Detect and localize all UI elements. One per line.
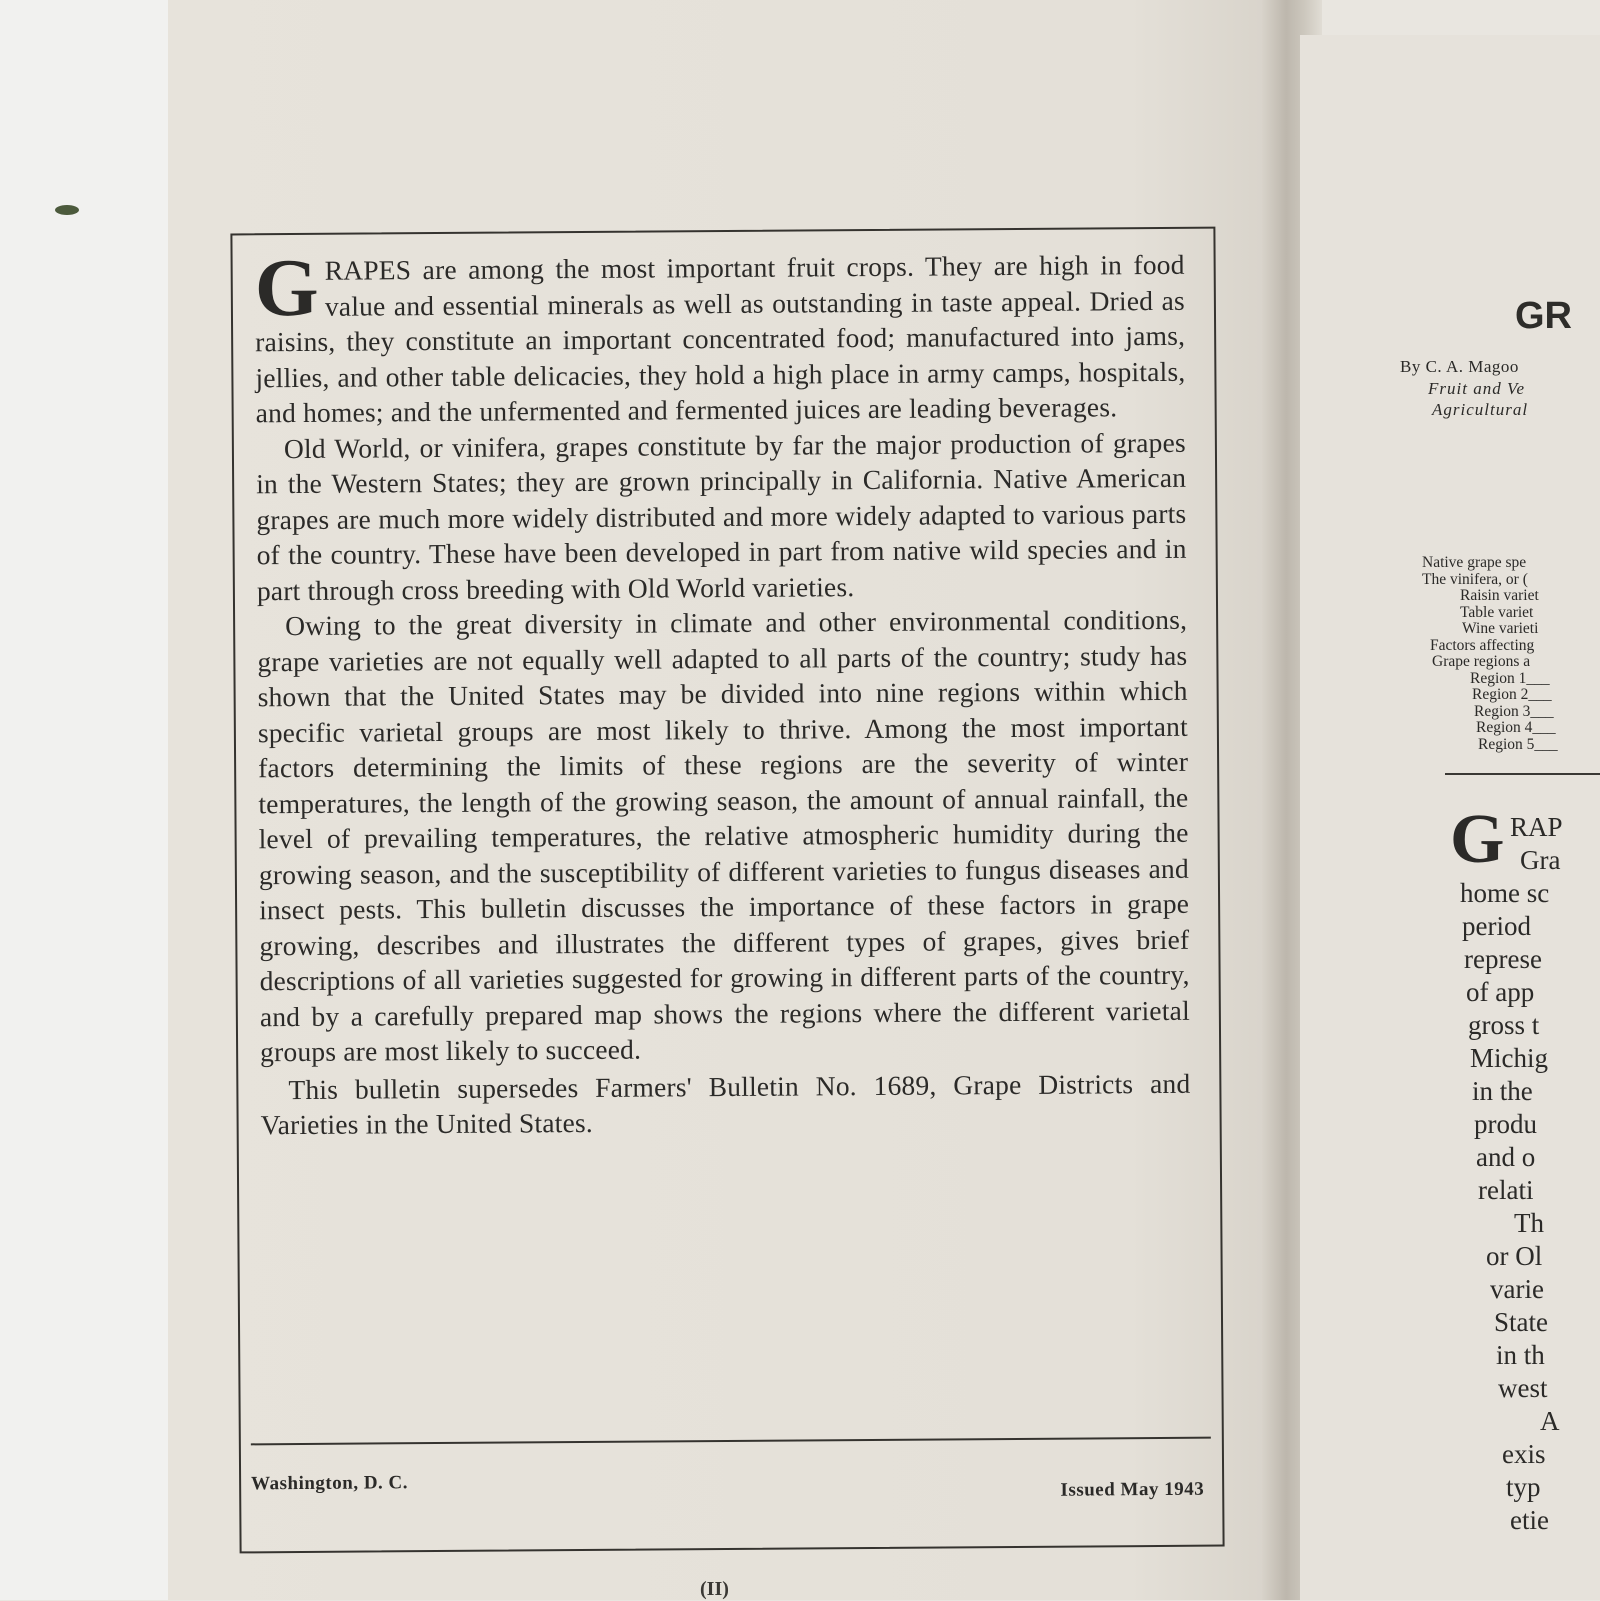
text-line: west (1498, 1373, 1548, 1403)
toc-entry: Region 3___ (1474, 702, 1554, 720)
text-line: Th (1514, 1208, 1544, 1238)
toc-entry: Region 4___ (1476, 719, 1556, 736)
place-of-publication: Washington, D. C. (251, 1472, 409, 1495)
paragraph-2: Old World, or vinifera, grapes constitute by far the major production of grapes in the Western States; they are grown principally in California. Native American grapes are much more widely distributed and more widely adapted to various parts of the country. These have been developed in part from native wild species and in part through cross breeding with Old World varieties. (256, 426, 1187, 606)
paragraph-4: This bulletin supersedes Farmers' Bulletin No. 1689, Grape Districts and Varieties in the United States. (260, 1067, 1191, 1141)
toc-entry: The vinifera, or ( (1422, 570, 1528, 588)
right-page (1300, 35, 1600, 1600)
text-line: home sc (1460, 878, 1550, 908)
text-line: varie (1490, 1274, 1544, 1304)
text-line: etie (1510, 1505, 1549, 1535)
toc-entry: Raisin variet (1460, 587, 1539, 604)
right-page-body-text (1458, 811, 1563, 1537)
foreword-box (230, 227, 1224, 1554)
text-line: relati (1478, 1175, 1534, 1205)
text-line: or Ol (1486, 1241, 1543, 1271)
text-line: produ (1474, 1109, 1537, 1139)
text-line: typ (1506, 1472, 1541, 1502)
text-line: in th (1496, 1340, 1545, 1370)
toc-entry: Table variet (1460, 603, 1534, 621)
footer-rule (251, 1437, 1211, 1446)
smudge-mark (55, 205, 79, 215)
toc-entry: Region 2___ (1472, 686, 1552, 703)
text-line: A (1540, 1406, 1560, 1436)
paragraph-3: Owing to the great diversity in climate and other environmental conditions, grape varieties are not equally well adapted to all parts of the country; study has shown that the United States may be divided into nine regions within which specific varietal groups are most likely to thrive. Among the most important factors determining the limits of these regions are the severity of winter temperatures, the length of the growing season, the amount of annual rainfall, the level of prevailing temperatures, the relative atmospheric humidity during the growing season, and the susceptibility of different varieties to fungus diseases and insect pests. This bulletin discusses the importance of these factors in grape growing, describes and illustrates the different types of grapes, gives brief descriptions of all varieties suggested for growing in different parts of the country, and by a carefully prepared map shows the regions where the different varietal groups are most likely to succeed. (257, 603, 1190, 1068)
right-page-drop-cap: G (1450, 801, 1505, 878)
right-page-title: GR (1515, 295, 1572, 337)
right-page-affiliation-1: Fruit and Ve (1428, 379, 1525, 398)
table-surface (0, 0, 175, 1600)
text-line: and o (1476, 1142, 1536, 1172)
text-line: in the (1472, 1076, 1533, 1106)
text-line: of app (1466, 977, 1535, 1007)
page-number: (II) (700, 1578, 729, 1600)
paragraph-1 (254, 241, 1186, 431)
text-line: Gra (1520, 845, 1561, 875)
right-page-rule (1445, 773, 1600, 775)
text-line: gross t (1468, 1010, 1540, 1040)
text-line: RAP (1510, 812, 1563, 842)
drop-cap: G (254, 241, 320, 334)
table-of-contents (1420, 555, 1558, 753)
toc-entry: Grape regions a (1432, 653, 1531, 670)
right-page-byline: By C. A. Magoo (1400, 357, 1519, 376)
toc-entry: Factors affecting (1430, 636, 1535, 654)
text-line: State (1494, 1307, 1548, 1337)
right-page-affiliation-2: Agricultural (1432, 400, 1529, 419)
text-line: Michig (1470, 1043, 1548, 1073)
text-line: period (1462, 911, 1531, 941)
text-line: exis (1502, 1439, 1546, 1469)
foreword-text (254, 241, 1191, 1143)
text-line: represe (1464, 944, 1542, 974)
toc-entry: Native grape spe (1422, 554, 1527, 571)
paragraph-1-text: RAPES are among the most important fruit crops. They are high in food value and essential minerals as well as outstanding in taste appeal. Dried as raisins, they constitute an important concentrated food; manufactured into jams, jellies, and other table delicacies, they hold a high place in army camps, hospitals, and homes; and the unfermented and fermented juices are leading beverages. (255, 248, 1186, 429)
issue-date: Issued May 1943 (1060, 1478, 1205, 1501)
toc-entry: Region 5___ (1478, 735, 1558, 753)
toc-entry: Wine varieti (1462, 620, 1539, 637)
toc-entry: Region 1___ (1470, 669, 1550, 687)
